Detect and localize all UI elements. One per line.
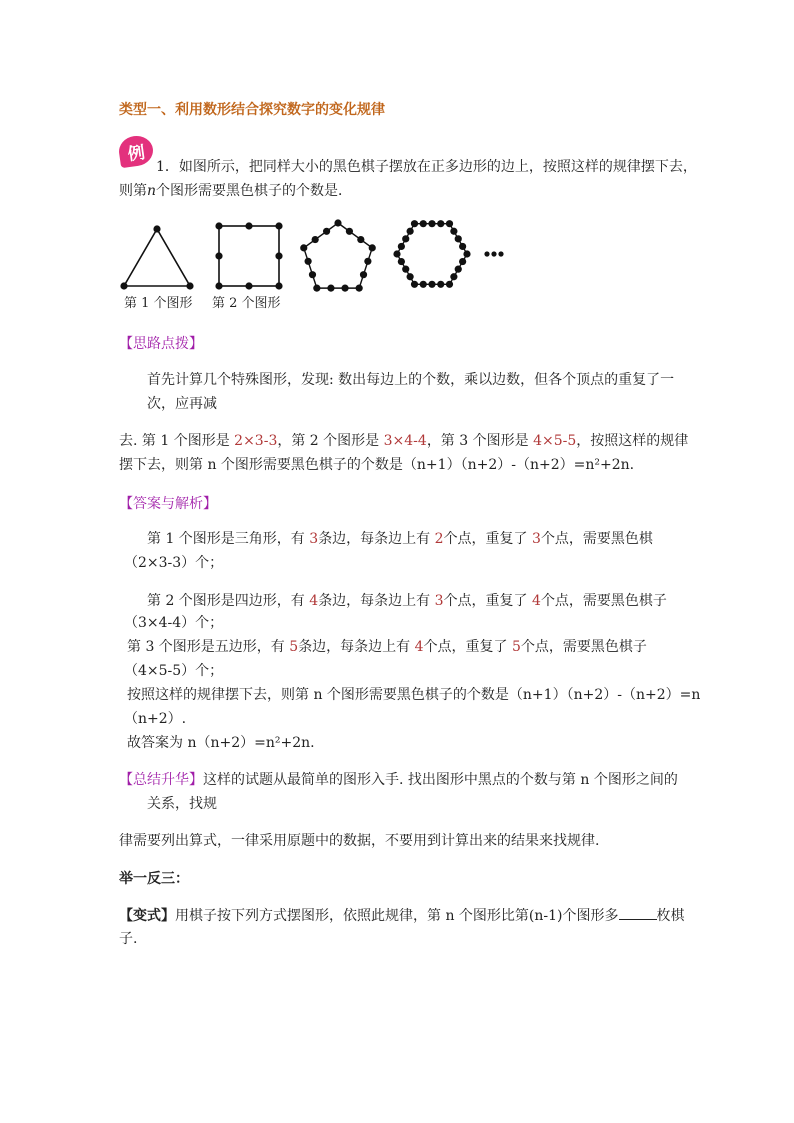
- practice-heading: 举一反三：: [119, 871, 189, 887]
- hexagon-piece: [393, 250, 400, 257]
- answer-number: 5: [289, 639, 299, 655]
- pentagon-piece: [360, 271, 367, 278]
- hexagon-piece: [446, 220, 453, 227]
- hexagon-piece: [407, 228, 414, 235]
- answer-text: 第 2 个图形是四边形，有: [147, 593, 310, 609]
- pentagon-piece: [341, 285, 348, 292]
- hexagon-piece: [463, 250, 470, 257]
- hexagon-piece: [455, 235, 462, 242]
- answer-line-3b: （4×5-5）个；: [124, 663, 224, 679]
- answer-text: 个点，需要黑色棋: [540, 531, 653, 547]
- hexagon-piece: [459, 258, 466, 265]
- answer-heading: 【答案与解析】: [119, 496, 217, 512]
- hexagon-piece: [402, 235, 409, 242]
- answer-text: 条边，每条边上有: [298, 639, 415, 655]
- section-title: 类型一、利用数形结合探究数字的变化规律: [119, 102, 385, 118]
- hint-text: 去. 第 1 个图形是: [119, 433, 235, 449]
- answer-number: 3: [309, 531, 319, 547]
- answer-text: 个点，需要黑色棋子: [540, 593, 667, 609]
- answer-number: 2: [434, 531, 444, 547]
- hint-text: ，第 2 个图形是: [277, 433, 384, 449]
- answer-line-5: 故答案为 n（n+2）=n²+2n.: [127, 735, 315, 751]
- ellipsis-dots: [484, 251, 503, 256]
- pentagon-piece: [309, 271, 316, 278]
- answer-line-4b: （n+2）.: [124, 711, 187, 727]
- variant-text: 枚棋: [656, 908, 685, 924]
- hint-line-4: 摆下去，则第 n 个图形需要黑色棋子的个数是（n+1）（n+2）-（n+2）=n²+2n.: [119, 457, 635, 473]
- caption-figure-1: 第 1 个图形: [124, 296, 193, 311]
- summary-line-2: 关系，找规: [147, 796, 217, 812]
- pentagon-piece: [312, 236, 319, 243]
- answer-text: 个点，重复了: [443, 531, 533, 547]
- question-text: 个图形需要黑色棋子的个数是．: [156, 183, 353, 199]
- caption-figure-2: 第 2 个图形: [212, 296, 281, 311]
- answer-text: 第 1 个图形是三角形，有: [147, 531, 310, 547]
- answer-text: 条边，每条边上有: [318, 531, 435, 547]
- pentagon-figure: [300, 219, 376, 291]
- variable-n: n: [147, 183, 157, 199]
- pattern-figures: [118, 212, 518, 292]
- variant-line-1: [119, 905, 685, 926]
- answer-line-1: [147, 529, 653, 549]
- hexagon-piece: [398, 258, 405, 265]
- hexagon-piece: [428, 281, 435, 288]
- hint-line-3: [119, 431, 688, 451]
- hexagon-piece: [411, 220, 418, 227]
- variant-line-2: 子.: [119, 931, 138, 947]
- hint-heading: 【思路点拨】: [119, 336, 203, 352]
- example-badge: 例: [117, 134, 155, 168]
- hexagon-piece: [437, 220, 444, 227]
- hint-text: ，第 3 个图形是: [426, 433, 534, 449]
- hexagon-piece: [446, 281, 453, 288]
- hexagon-piece: [420, 281, 427, 288]
- pentagon-piece: [364, 258, 371, 265]
- answer-number: 4: [309, 593, 319, 609]
- hexagon-piece: [437, 281, 444, 288]
- answer-number: 4: [414, 639, 424, 655]
- hexagon-piece: [407, 273, 414, 280]
- answer-text: 第 3 个图形是五边形，有: [127, 639, 290, 655]
- hint-line-2: 次，应再减: [147, 396, 217, 412]
- pentagon-piece: [323, 228, 330, 235]
- answer-number: 3: [434, 593, 444, 609]
- hexagon-piece: [455, 266, 462, 273]
- hexagon-piece: [411, 281, 418, 288]
- answer-blank[interactable]: [619, 905, 657, 920]
- hint-expr: 4×5-5: [533, 433, 577, 449]
- answer-text: 条边，每条边上有: [318, 593, 435, 609]
- pentagon-piece: [334, 219, 341, 226]
- answer-line-2: [147, 591, 667, 611]
- question-line-2: [119, 180, 352, 200]
- hint-expr: 3×4-4: [383, 433, 427, 449]
- answer-line-3: [127, 637, 647, 657]
- hexagon-piece: [428, 220, 435, 227]
- answer-number: 3: [532, 531, 541, 547]
- summary-line-1: [119, 770, 678, 790]
- pentagon-piece: [327, 285, 334, 292]
- question-line-1: 1．如图所示，把同样大小的黑色棋子摆放在正多边形的边上，按照这样的规律摆下去，: [156, 159, 697, 175]
- variant-text: 用棋子按下列方式摆图形，依照此规律，第 n 个图形比第(n-1)个图形多: [175, 908, 619, 924]
- hexagon-piece: [450, 228, 457, 235]
- answer-line-4: 按照这样的规律摆下去，则第 n 个图形需要黑色棋子的个数是（n+1）（n+2）-（n+2）=n: [127, 687, 701, 703]
- pentagon-piece: [357, 236, 364, 243]
- pentagon-piece: [369, 244, 376, 251]
- answer-text: 个点，需要黑色棋子: [520, 639, 647, 655]
- question-text: 则第: [119, 183, 147, 199]
- pentagon-piece: [305, 258, 312, 265]
- variant-heading: 【变式】: [119, 908, 175, 924]
- hexagon-piece: [402, 266, 409, 273]
- summary-text: 这样的试题从最简单的图形入手. 找出图形中黑点的个数与第 n 个图形之间的: [203, 772, 678, 788]
- hexagon-piece: [398, 243, 405, 250]
- pentagon-piece: [356, 285, 363, 292]
- answer-number: 4: [532, 593, 541, 609]
- answer-text: 个点，重复了: [423, 639, 513, 655]
- answer-number: 5: [512, 639, 521, 655]
- hexagon-piece: [459, 243, 466, 250]
- hint-line-1: 首先计算几个特殊图形，发现: 数出每边上的个数，乘以边数，但各个顶点的重复了一: [147, 372, 675, 388]
- triangle-figure: [120, 225, 193, 289]
- hexagon-piece: [450, 273, 457, 280]
- square-figure: [215, 222, 282, 289]
- hint-text: ，按照这样的规律: [576, 433, 689, 449]
- pentagon-piece: [313, 285, 320, 292]
- pentagon-piece: [300, 244, 307, 251]
- answer-line-2b: （3×4-4）个；: [124, 615, 224, 631]
- summary-line-3: 律需要列出算式，一律采用原题中的数据，不要用到计算出来的结果来找规律.: [119, 833, 600, 849]
- answer-text: 个点，重复了: [443, 593, 533, 609]
- summary-heading: 【总结升华】: [119, 772, 203, 788]
- hexagon-figure: [393, 220, 470, 288]
- hexagon-piece: [420, 220, 427, 227]
- answer-line-1b: （2×3-3）个；: [124, 555, 224, 571]
- hint-expr: 2×3-3: [234, 433, 278, 449]
- pentagon-piece: [346, 228, 353, 235]
